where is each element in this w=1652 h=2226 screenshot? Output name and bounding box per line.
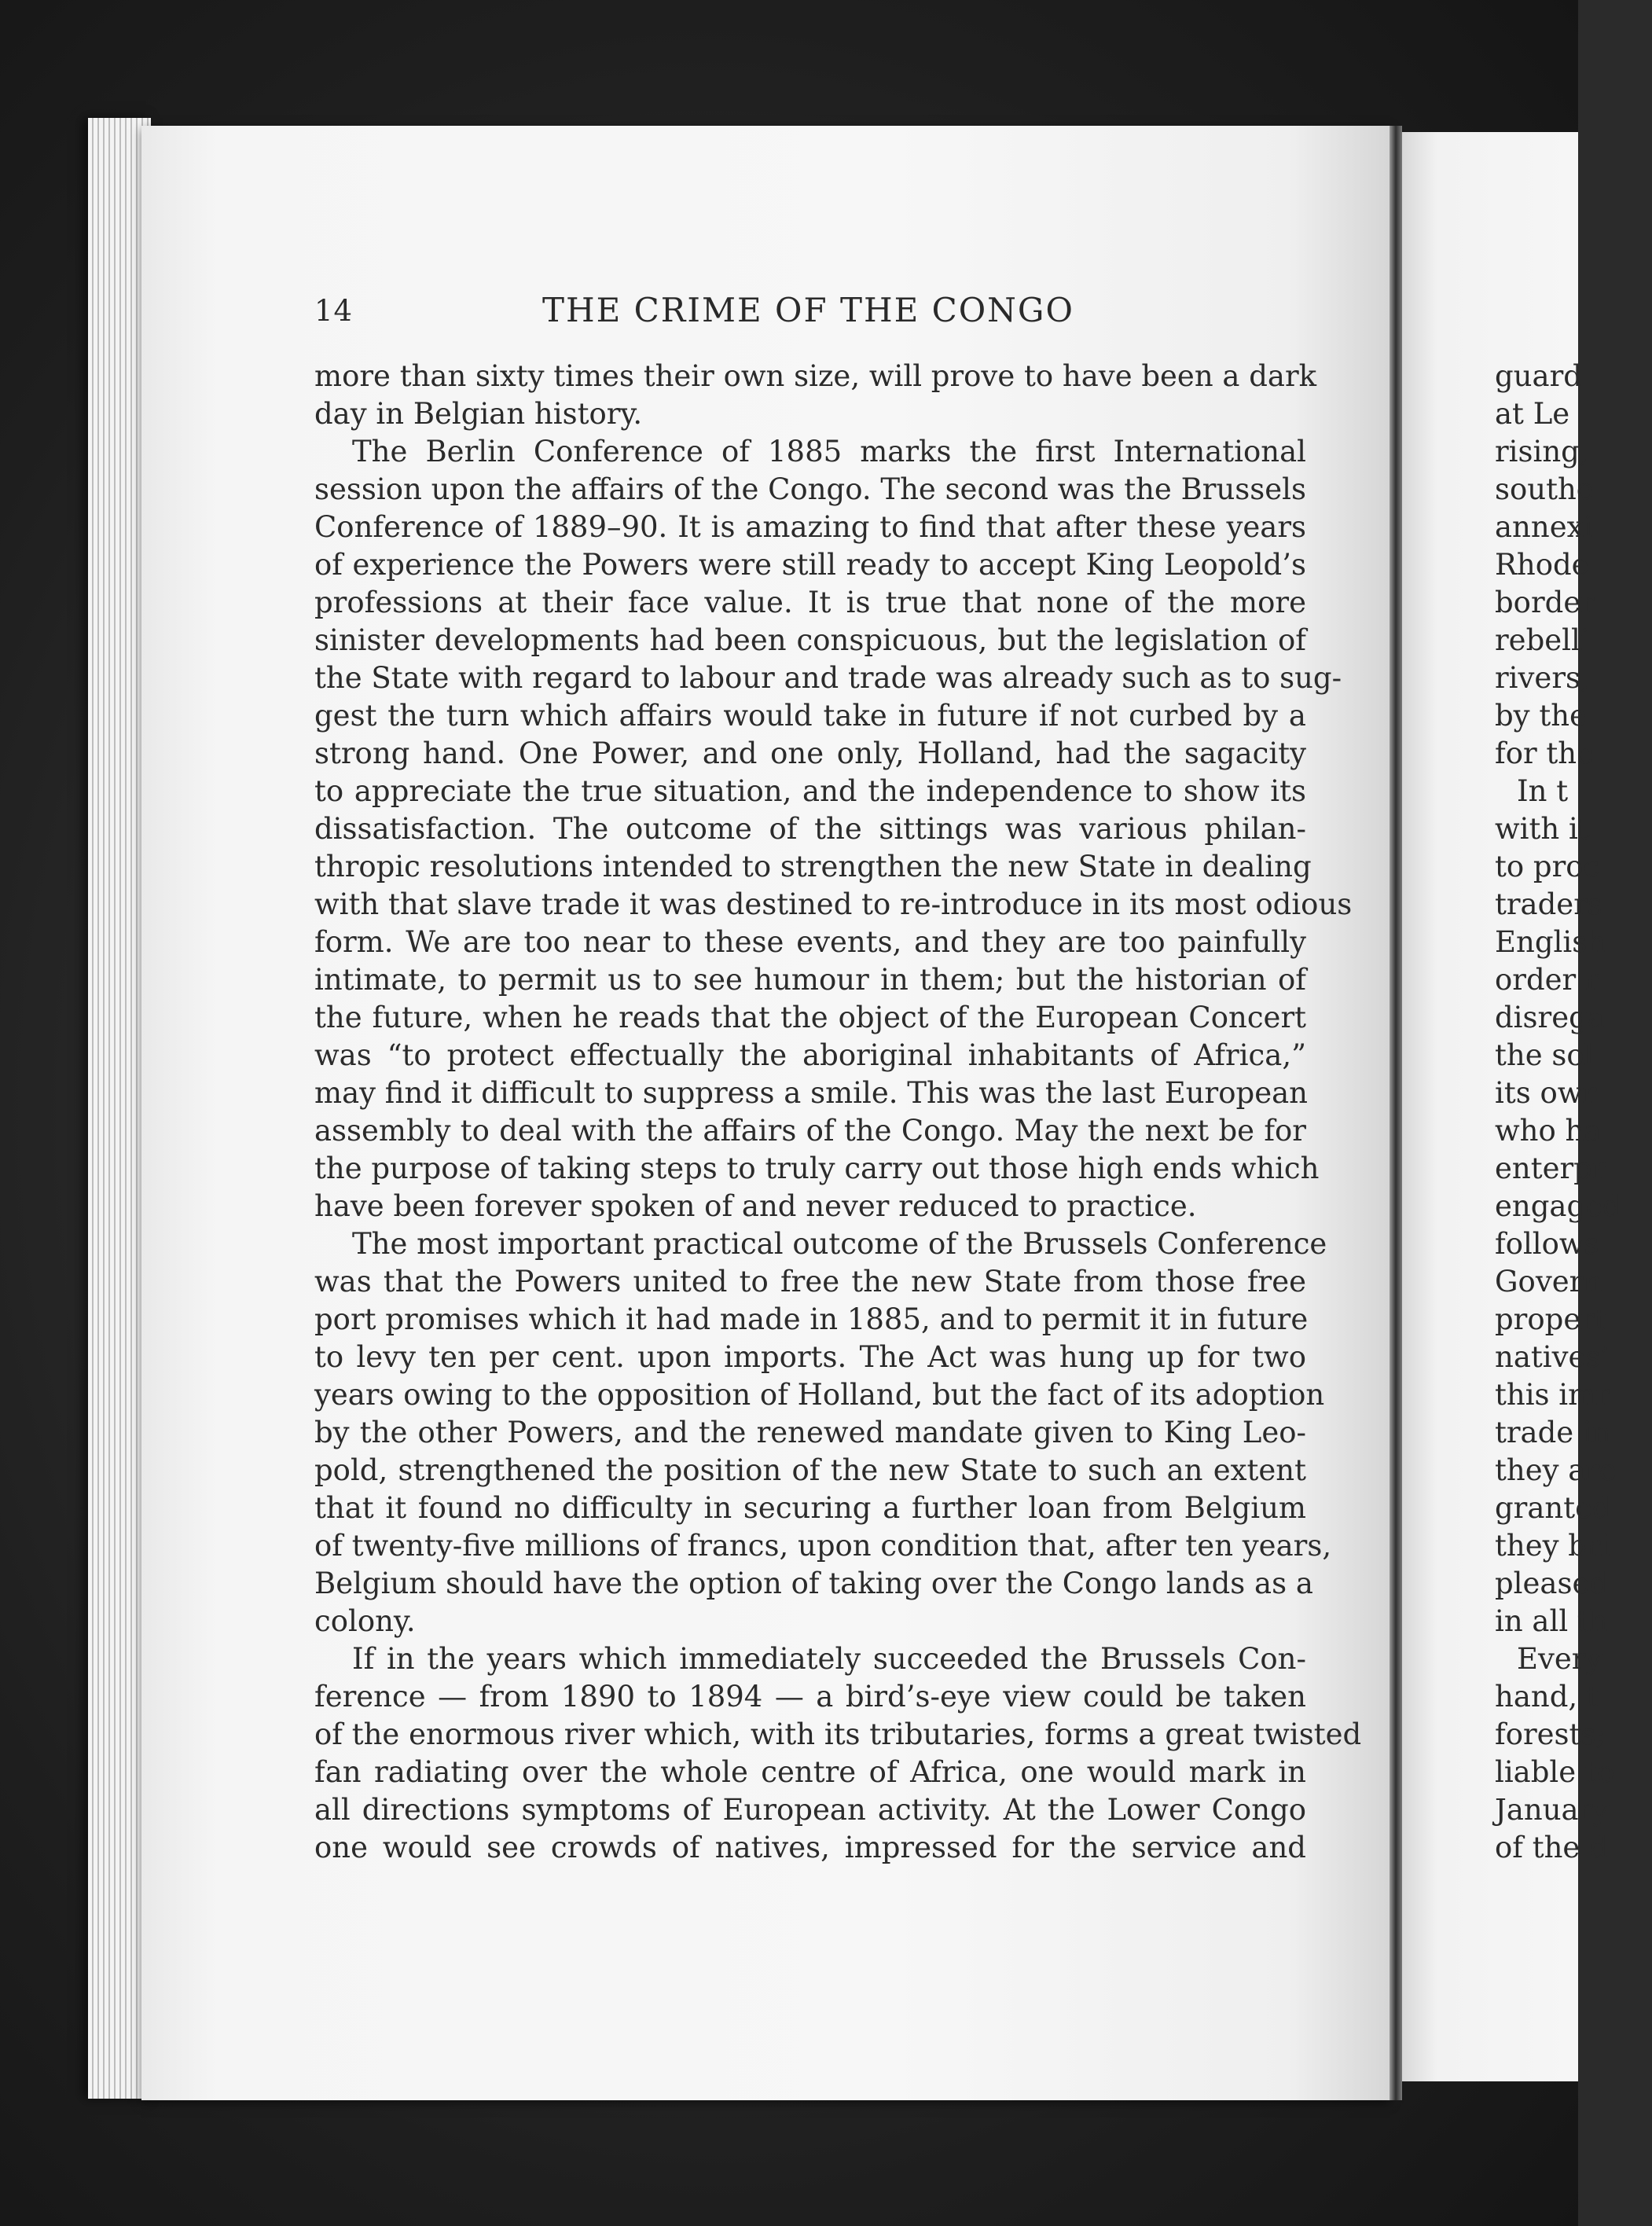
text-line: more than sixty times their own size, will prove to have been a dark [314,359,1317,393]
text-line: border [1495,586,1595,619]
text-line: the purpose of taking steps to truly carry out those high ends which [314,1152,1320,1185]
text-line: propert [1495,1302,1606,1336]
text-line: with that slave trade it was destined to re-introduce in its most odious [314,887,1353,921]
text-line: pold, strengthened the position of the new State to such an extent [314,1453,1306,1487]
text-line: for the [1495,736,1595,770]
text-line: rebelli [1495,623,1590,657]
text-line: order r [1495,963,1599,997]
text-line: one would see crowds of natives, impressed for the service and [314,1831,1306,1864]
text-line: enterpr [1495,1152,1606,1185]
text-line: trade in [1495,1416,1611,1449]
book-gutter [1390,126,1402,2100]
text-line: to levy ten per cent. upon imports. The Act was hung up for two [314,1340,1306,1374]
text-line: to proc [1495,850,1600,883]
text-line: the sol [1495,1038,1594,1072]
text-line: rising, [1495,435,1589,468]
text-line: of the d [1495,1831,1608,1864]
text-line: with it [1495,812,1590,846]
text-line: sinister developments had been conspicuous, but the legislation of [314,623,1306,657]
text-line: southe [1495,472,1594,506]
right-page-text [1495,358,1652,1867]
text-line: to appreciate the true situation, and the independence to show its [314,774,1306,808]
text-line: The Berlin Conference of 1885 marks the first International [352,435,1306,468]
left-page-text [314,358,1362,1867]
text-line: port promises which it had made in 1885, and to permit it in future [314,1302,1309,1336]
text-line: Belgium should have the option of taking over the Congo lands as a [314,1567,1313,1600]
text-line: intimate, to permit us to see humour in them; but the historian of [314,963,1306,997]
text-line: English [1495,925,1606,959]
text-line: this imr [1495,1378,1610,1412]
running-head: THE CRIME OF THE CONGO [542,291,1074,329]
text-line: disrega [1495,1001,1605,1034]
text-line: that it found no difficulty in securing a further loan from Belgium [314,1491,1306,1525]
page-header [314,285,1306,332]
text-line: Govern [1495,1265,1602,1298]
text-line: traders [1495,887,1602,921]
text-line: was that the Powers united to free the new State from those free [314,1265,1306,1298]
text-line: Conference of 1889–90. It is amazing to find that after these years [314,510,1306,544]
page-number: 14 [314,294,354,328]
text-line: thropic resolutions intended to strengthen the new State in dealing [314,850,1312,883]
text-line: of experience the Powers were still ready to accept King Leopold’s [314,548,1306,582]
text-line: engaged [1495,1189,1621,1223]
text-line: the State with regard to labour and trade was already such as to sug- [314,661,1342,695]
text-line: colony. [314,1604,416,1638]
text-line: session upon the affairs of the Congo. The second was the Brussels [314,472,1306,506]
text-line: fan radiating over the whole centre of Africa, one would mark in [314,1755,1306,1789]
text-line: granted [1495,1491,1611,1525]
text-line: follows [1495,1227,1599,1261]
text-line: of the enormous river which, with its tributaries, forms a great twisted [314,1717,1362,1751]
text-line: Every [1517,1642,1602,1676]
text-line: the future, when he reads that the object of the European Concert [314,1001,1306,1034]
text-line: January [1495,1793,1610,1827]
text-line: may find it difficult to suppress a smile. This was the last European [314,1076,1308,1110]
text-line: years owing to the opposition of Holland, but the fact of its adoption [314,1378,1325,1412]
text-line: The most important practical outcome of the Brussels Conference [352,1227,1327,1261]
text-line: In t [1517,774,1569,808]
text-line: strong hand. One Power, and one only, Holland, had the sagacity [314,736,1306,770]
text-line: annexi [1495,510,1593,544]
text-line: by the [1495,699,1587,733]
text-line: was “to protect effectually the aboriginal inhabitants of Africa,” [314,1038,1306,1072]
text-line: ference — from 1890 to 1894 — a bird’s-eye view could be taken [314,1680,1306,1714]
text-line: hand, t [1495,1680,1599,1714]
text-line: liable to [1495,1755,1615,1789]
text-line: they are [1495,1453,1617,1487]
text-line: all directions symptoms of European activity. At the Lower Congo [314,1793,1306,1827]
text-line: form. We are too near to these events, and they are too painfully [314,925,1306,959]
text-line: pleased [1495,1567,1609,1600]
text-line: in all th [1495,1604,1608,1638]
text-line: dissatisfaction. The outcome of the sittings was various philan- [314,812,1306,846]
text-line: assembly to deal with the affairs of the Congo. May the next be for [314,1114,1306,1148]
text-line: day in Belgian history. [314,397,643,431]
text-line: If in the years which immediately succeeded the Brussels Con- [352,1642,1306,1676]
text-line: they bri [1495,1529,1610,1563]
text-line: of twenty-five millions of francs, upon condition that, after ten years, [314,1529,1332,1563]
text-line: forests; [1495,1717,1606,1751]
text-line: its owr [1495,1076,1597,1110]
text-line: Rhode [1495,548,1589,582]
text-line: natives’ [1495,1340,1610,1374]
text-line: have been forever spoken of and never reduced to practice. [314,1189,1197,1223]
text-line: at Le [1495,397,1570,431]
text-line: gest the turn which affairs would take in future if not curbed by a [314,699,1306,733]
text-line: who ha [1495,1114,1602,1148]
text-line: by the other Powers, and the renewed mandate given to King Leo- [314,1416,1306,1449]
text-line: guard [1495,359,1582,393]
text-line: rivers, [1495,661,1590,695]
text-line: professions at their face value. It is true that none of the more [314,586,1306,619]
